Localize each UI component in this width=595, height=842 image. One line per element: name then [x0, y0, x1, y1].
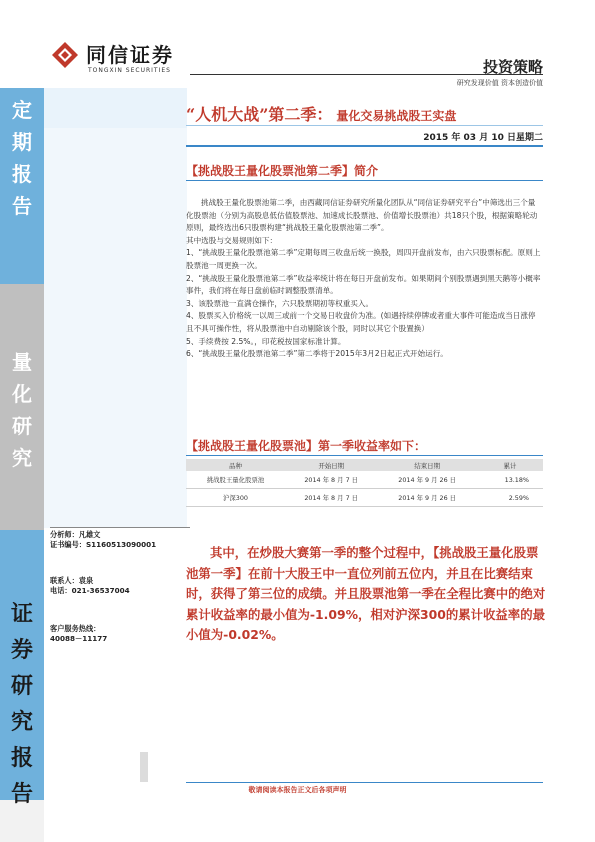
contact-phone: 021-36537004: [71, 586, 130, 595]
sidebar-label-quant-research: 量 化 研 究: [12, 350, 32, 470]
footer-divider: [186, 782, 543, 783]
rules-lead: 其中选股与交易规则如下：: [186, 235, 278, 245]
rule-item: 1、“挑战股王量化股票池第二季”定期每周三收盘后统一换股，周四开盘前发布，由六只股票标配。原则上股票池一周更换一次。: [186, 248, 541, 270]
hotline-block: 客户服务热线： 40088－11177: [50, 624, 108, 643]
report-date: 2015 年 03 月 10 日星期二: [423, 133, 543, 143]
brand-name-en: TONGXIN SECURITIES: [88, 67, 171, 74]
header-title: 投资策略: [482, 58, 543, 76]
section-heading-returns: 【挑战股王量化股票池】第一季收益率如下：: [186, 439, 427, 453]
date-divider: [186, 145, 543, 147]
contact-name: 袁泉: [78, 576, 94, 585]
analyst-divider: [50, 527, 190, 528]
sidebar-label-securities-report: 证 券 研 究 报 告: [10, 601, 33, 807]
rule-item: 5、手续费按 2.5%。，印花税按国家标准计算。: [186, 336, 346, 346]
section-heading-intro: 【挑战股王量化股票池第二季】简介: [186, 164, 379, 178]
highlight-text: 其中，在炒股大赛第一季的整个过程中，【挑战股王量化股票池第一季】在前十大股王中一直位列前五位内，并且在比赛结束时，获得了第三位的成绩。并且股票池第一季在全程比赛中的绝对累计收益率的最小值为-1.09%，相对沪深300的累计收益率的最小值为-0.02%。: [186, 545, 546, 642]
cell-cumulative: 2.59%: [477, 489, 543, 507]
cell-product: 挑战股王量化股票池: [186, 471, 285, 489]
brand-name-cn: 同信证券: [86, 43, 174, 67]
rule-item: 4、股票买入价格统一以周三或前一个交易日收盘价为准。(如遇持续停牌或者重大事件可能造成当日涨停且不具可操作性，将从股票池中自动剔除该个股，同时以其它个股置换）: [186, 311, 536, 333]
cell-start-date: 2014 年 8 月 7 日: [285, 471, 377, 489]
report-subtitle: 量化交易挑战股王实盘: [336, 109, 457, 123]
table-row: [186, 489, 543, 507]
report-title-main: “人机大战”第二季：: [186, 105, 333, 124]
analyst-name: 凡雄文: [78, 530, 101, 539]
title-divider: [186, 125, 543, 126]
cell-product: 沪深300: [186, 489, 285, 507]
side-strip-marker: [140, 752, 148, 782]
analyst-block: 分析师：凡雄文 证书编号：S1160513090001: [50, 530, 157, 549]
intro-paragraph: 挑战股王量化股票池第二季，由西藏同信证券研究所量化团队从“同信证券研究平台”中筛选出三个量化股票池（分别为高股息低估值股票池、加速成长股票池、价值增长股票池）共18只个股，根据策略轮动原则，最终选出6只股票构建“挑战股王量化股票池第二季”。: [186, 198, 538, 233]
sidebar-label-periodic-report: 定 期 报 告: [12, 98, 32, 218]
rule-item: 3、该股票池一直满仓操作，六只股票期初等权重买入。: [186, 298, 374, 308]
section-divider-returns: [186, 455, 543, 456]
cell-end-date: 2014 年 9 月 26 日: [377, 471, 476, 489]
returns-table: [186, 459, 543, 507]
highlight-summary: [186, 543, 546, 646]
contact-block: 联系人：袁泉 电话：021-36537004: [50, 576, 130, 595]
col-header-cumulative: 累计: [477, 459, 543, 471]
side-strip-top: [44, 88, 187, 128]
header-slogan: 研究发现价值 资本创造价值: [456, 79, 543, 87]
table-header-row: [186, 459, 543, 471]
intro-body: [186, 197, 542, 361]
rule-item: 6、“挑战股王量化股票池第二季”第二季将于2015年3月2日起正式开始运行。: [186, 349, 448, 359]
rule-item: 2、“挑战股王量化股票池第二季”收益率统计将在每日开盘前发布。如果期间个别股票遇到黑天鹅等小概率事件，我们将在每日盘前临时调整股票清单。: [186, 273, 541, 296]
footer-disclaimer-note: 敬请阅读本报告正文后各项声明: [248, 786, 347, 794]
col-header-start-date: 开始日期: [285, 459, 377, 471]
hotline-number: 40088－11177: [50, 634, 108, 643]
side-strip-middle: [44, 128, 187, 528]
analyst-cert-number: S1160513090001: [85, 540, 157, 549]
col-header-end-date: 结束日期: [377, 459, 476, 471]
section-divider-intro: [186, 180, 543, 181]
header-divider: [190, 74, 543, 75]
tongxin-logo-icon: [52, 42, 78, 68]
report-title: [186, 102, 456, 125]
cell-cumulative: 13.18%: [477, 471, 543, 489]
cell-end-date: 2014 年 9 月 26 日: [377, 489, 476, 507]
col-header-product: 品种: [186, 459, 285, 471]
table-row: [186, 471, 543, 489]
cell-start-date: 2014 年 8 月 7 日: [285, 489, 377, 507]
